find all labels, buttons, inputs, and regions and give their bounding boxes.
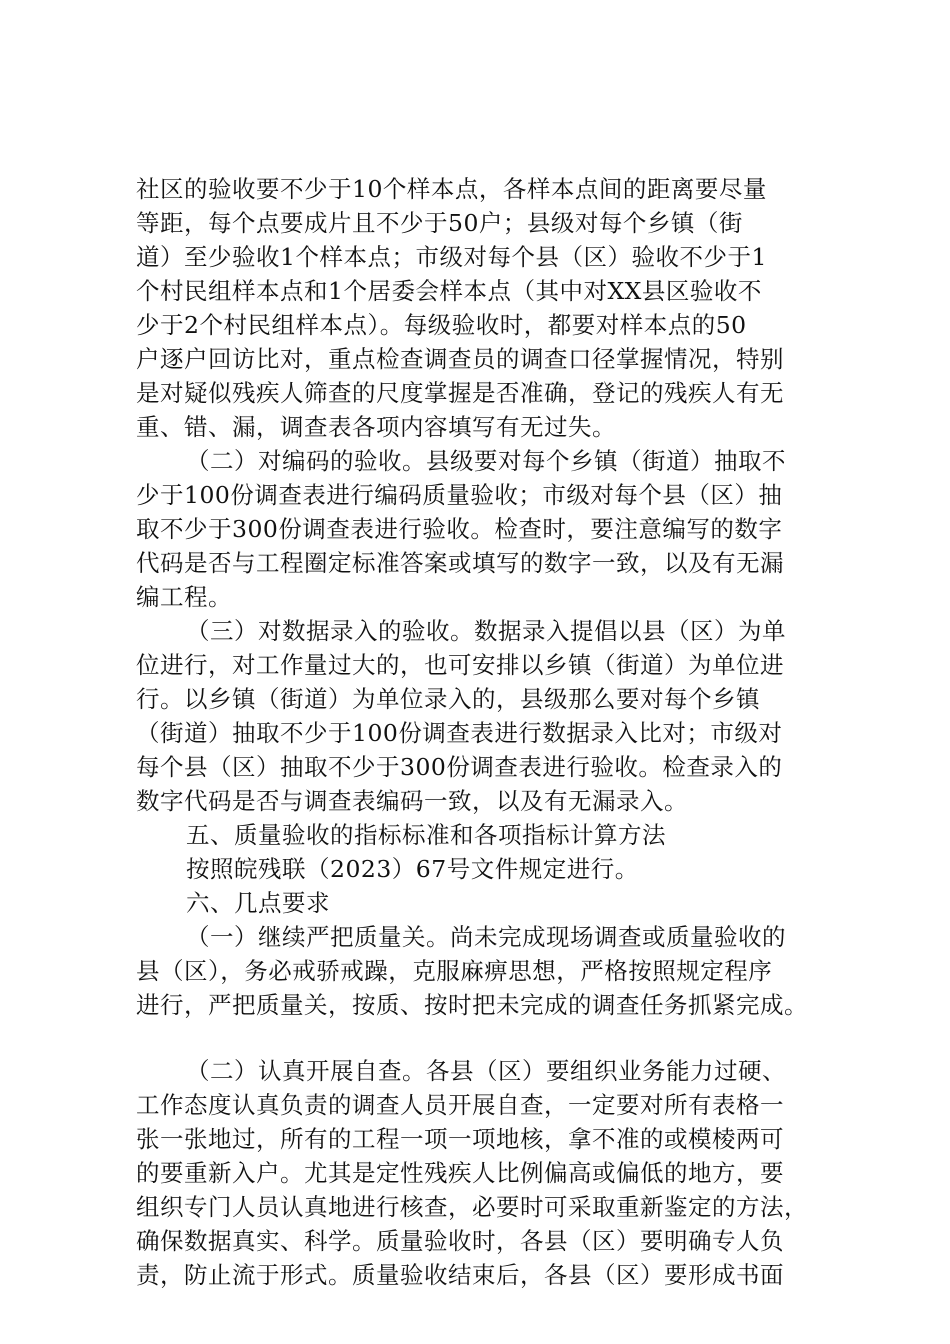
section-heading-5: 五、质量验收的指标标准和各项指标计算方法 <box>186 821 666 849</box>
body-text-line: 重、错、漏，调查表各项内容填写有无过失。 <box>136 413 616 441</box>
body-text-line: 位进行，对工作量过大的，也可安排以乡镇（街道）为单位进 <box>136 651 784 679</box>
body-text-line: 等距，每个点要成片且不少于50户；县级对每个乡镇（街 <box>136 209 743 237</box>
body-text-line: （街道）抽取不少于100份调查表进行数据录入比对；市级对 <box>136 719 783 747</box>
body-text-line: 道）至少验收1个样本点；市级对每个县（区）验收不少于1 <box>136 243 767 271</box>
body-text-line: 责，防止流于形式。质量验收结束后，各县（区）要形成书面 <box>136 1261 784 1289</box>
body-text-line: 户逐户回访比对，重点检查调查员的调查口径掌握情况，特别 <box>136 345 784 373</box>
paragraph-start-line: （三）对数据录入的验收。数据录入提倡以县（区）为单 <box>186 617 786 645</box>
body-text-line: 张一张地过，所有的工程一项一项地核，拿不准的或模棱两可 <box>136 1125 784 1153</box>
paragraph-start-line: （一）继续严把质量关。尚未完成现场调查或质量验收的 <box>186 923 786 951</box>
paragraph-start-line: （二）对编码的验收。县级要对每个乡镇（街道）抽取不 <box>186 447 786 475</box>
body-text-line: 数字代码是否与调查表编码一致，以及有无漏录入。 <box>136 787 688 815</box>
paragraph-start-line: 按照皖残联（2023）67号文件规定进行。 <box>186 855 639 883</box>
body-text-line: 确保数据真实、科学。质量验收时，各县（区）要明确专人负 <box>136 1227 784 1255</box>
body-text-line: 县（区），务必戒骄戒躁，克服麻痹思想，严格按照规定程序 <box>136 957 773 985</box>
body-text-line: 的要重新入户。尤其是定性残疾人比例偏高或偏低的地方，要 <box>136 1159 784 1187</box>
body-text-line: 组织专门人员认真地进行核查，必要时可采取重新鉴定的方法， <box>136 1193 808 1221</box>
body-text-line: 每个县（区）抽取不少于300份调查表进行验收。检查录入的 <box>136 753 783 781</box>
body-text-line: 编工程。 <box>136 583 232 611</box>
body-text-line: 代码是否与工程圈定标准答案或填写的数字一致，以及有无漏 <box>136 549 784 577</box>
body-text-line: 是对疑似残疾人筛查的尺度掌握是否准确，登记的残疾人有无 <box>136 379 784 407</box>
body-text-line: 个村民组样本点和1个居委会样本点（其中对XX县区验收不 <box>136 277 762 305</box>
body-text-line: 取不少于300份调查表进行验收。检查时，要注意编写的数字 <box>136 515 783 543</box>
body-text-line: 工作态度认真负责的调查人员开展自查，一定要对所有表格一 <box>136 1091 784 1119</box>
body-text-line: 行。以乡镇（街道）为单位录入的，县级那么要对每个乡镇 <box>136 685 760 713</box>
body-text-line: 少于2个村民组样本点）。每级验收时，都要对样本点的50 <box>136 311 747 339</box>
paragraph-start-line: （二）认真开展自查。各县（区）要组织业务能力过硬、 <box>186 1057 786 1085</box>
body-text-line: 少于100份调查表进行编码质量验收；市级对每个县（区）抽 <box>136 481 783 509</box>
body-text-line: 社区的验收要不少于10个样本点，各样本点间的距离要尽量 <box>136 175 767 203</box>
section-heading-6: 六、几点要求 <box>186 889 330 917</box>
body-text-line: 进行，严把质量关，按质、按时把未完成的调查任务抓紧完成。 <box>136 991 808 1019</box>
